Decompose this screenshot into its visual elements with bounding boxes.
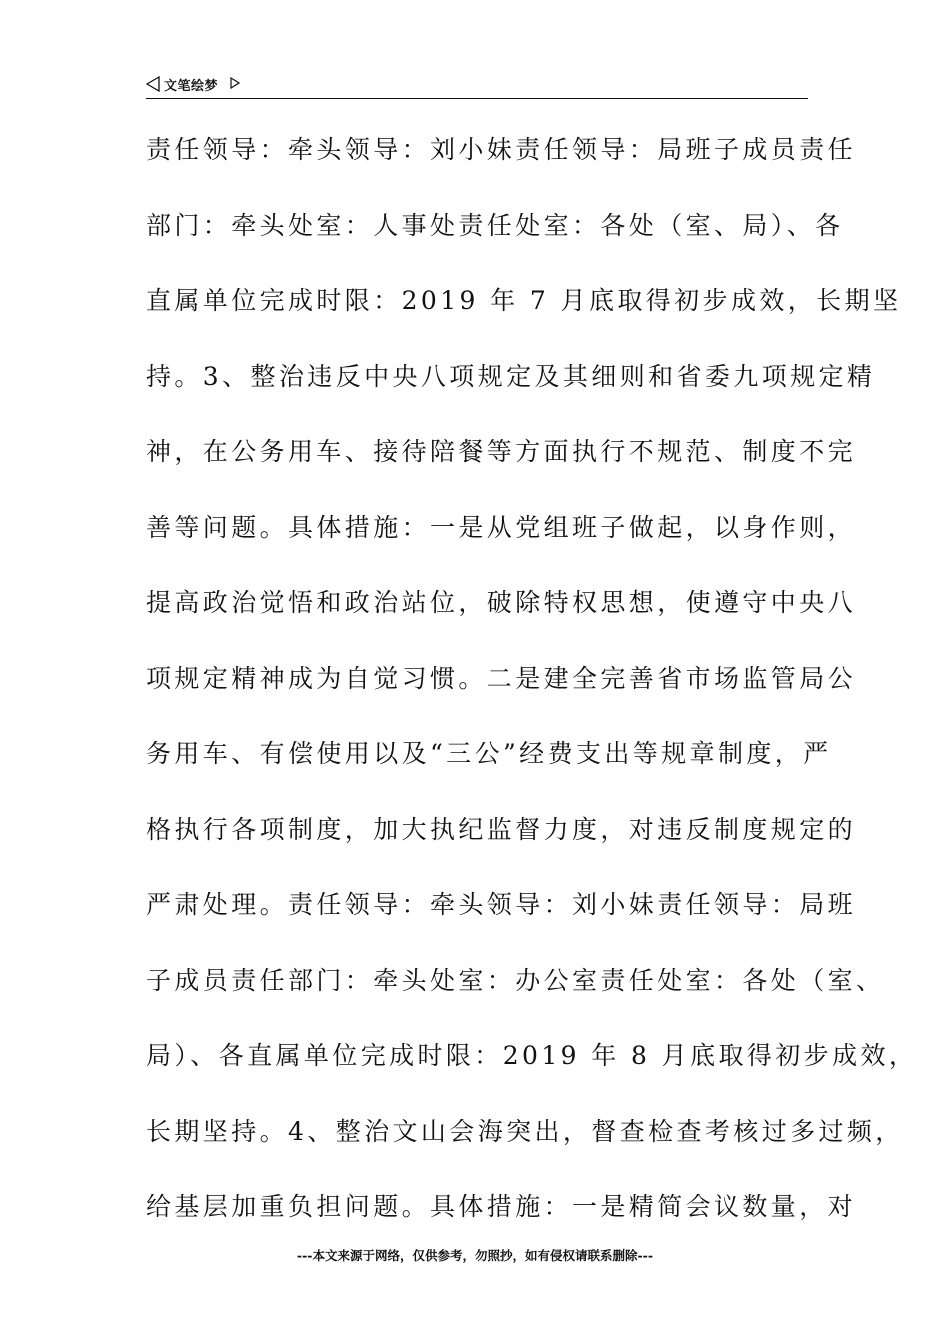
header-title: 文笔绘梦 bbox=[164, 79, 219, 94]
text-line: 长期坚持。4、整治文山会海突出，督查检查考核过多过频， bbox=[146, 1116, 904, 1146]
text-line: 部门：牵头处室：人事处责任处室：各处（室、局）、各 bbox=[146, 210, 844, 240]
page-footer-disclaimer: ---本文来源于网络，仅供参考，勿照抄，如有侵权请联系删除--- bbox=[296, 1248, 654, 1263]
page-header bbox=[146, 74, 808, 99]
text-line: 神，在公务用车、接待陪餐等方面执行不规范、制度不完 bbox=[146, 437, 857, 466]
text-line: 给基层加重负担问题。具体措施：一是精简会议数量，对 bbox=[146, 1192, 857, 1221]
text-line: 项规定精神成为自觉习惯。二是建全完善省市场监管局公 bbox=[146, 663, 857, 693]
text-line: 持。3、整治违反中央八项规定及其细则和省委九项规定精 bbox=[146, 361, 876, 391]
left-triangle-icon bbox=[146, 76, 160, 92]
text-line: 务用车、有偿使用以及“三公”经费支出等规章制度，严 bbox=[146, 739, 832, 768]
right-triangle-icon bbox=[230, 77, 240, 89]
text-line: 善等问题。具体措施：一是从党组班子做起，以身作则， bbox=[146, 512, 857, 542]
document-body bbox=[146, 124, 918, 1257]
text-line: 责任领导：牵头领导：刘小妹责任领导：局班子成员责任 bbox=[146, 135, 857, 164]
text-line: 格执行各项制度，加大执纪监督力度，对违反制度规定的 bbox=[146, 814, 857, 844]
text-line: 提高政治觉悟和政治站位，破除特权思想，使遵守中央八 bbox=[146, 588, 857, 617]
text-line: 严肃处理。责任领导：牵头领导：刘小妹责任领导：局班 bbox=[146, 890, 857, 919]
text-line: 局）、各直属单位完成时限：2019 年 8 月底取得初步成效， bbox=[146, 1041, 918, 1070]
text-line: 子成员责任部门：牵头处室：办公室责任处室：各处（室、 bbox=[146, 965, 885, 995]
text-line: 直属单位完成时限：2019 年 7 月底取得初步成效，长期坚 bbox=[146, 286, 902, 315]
